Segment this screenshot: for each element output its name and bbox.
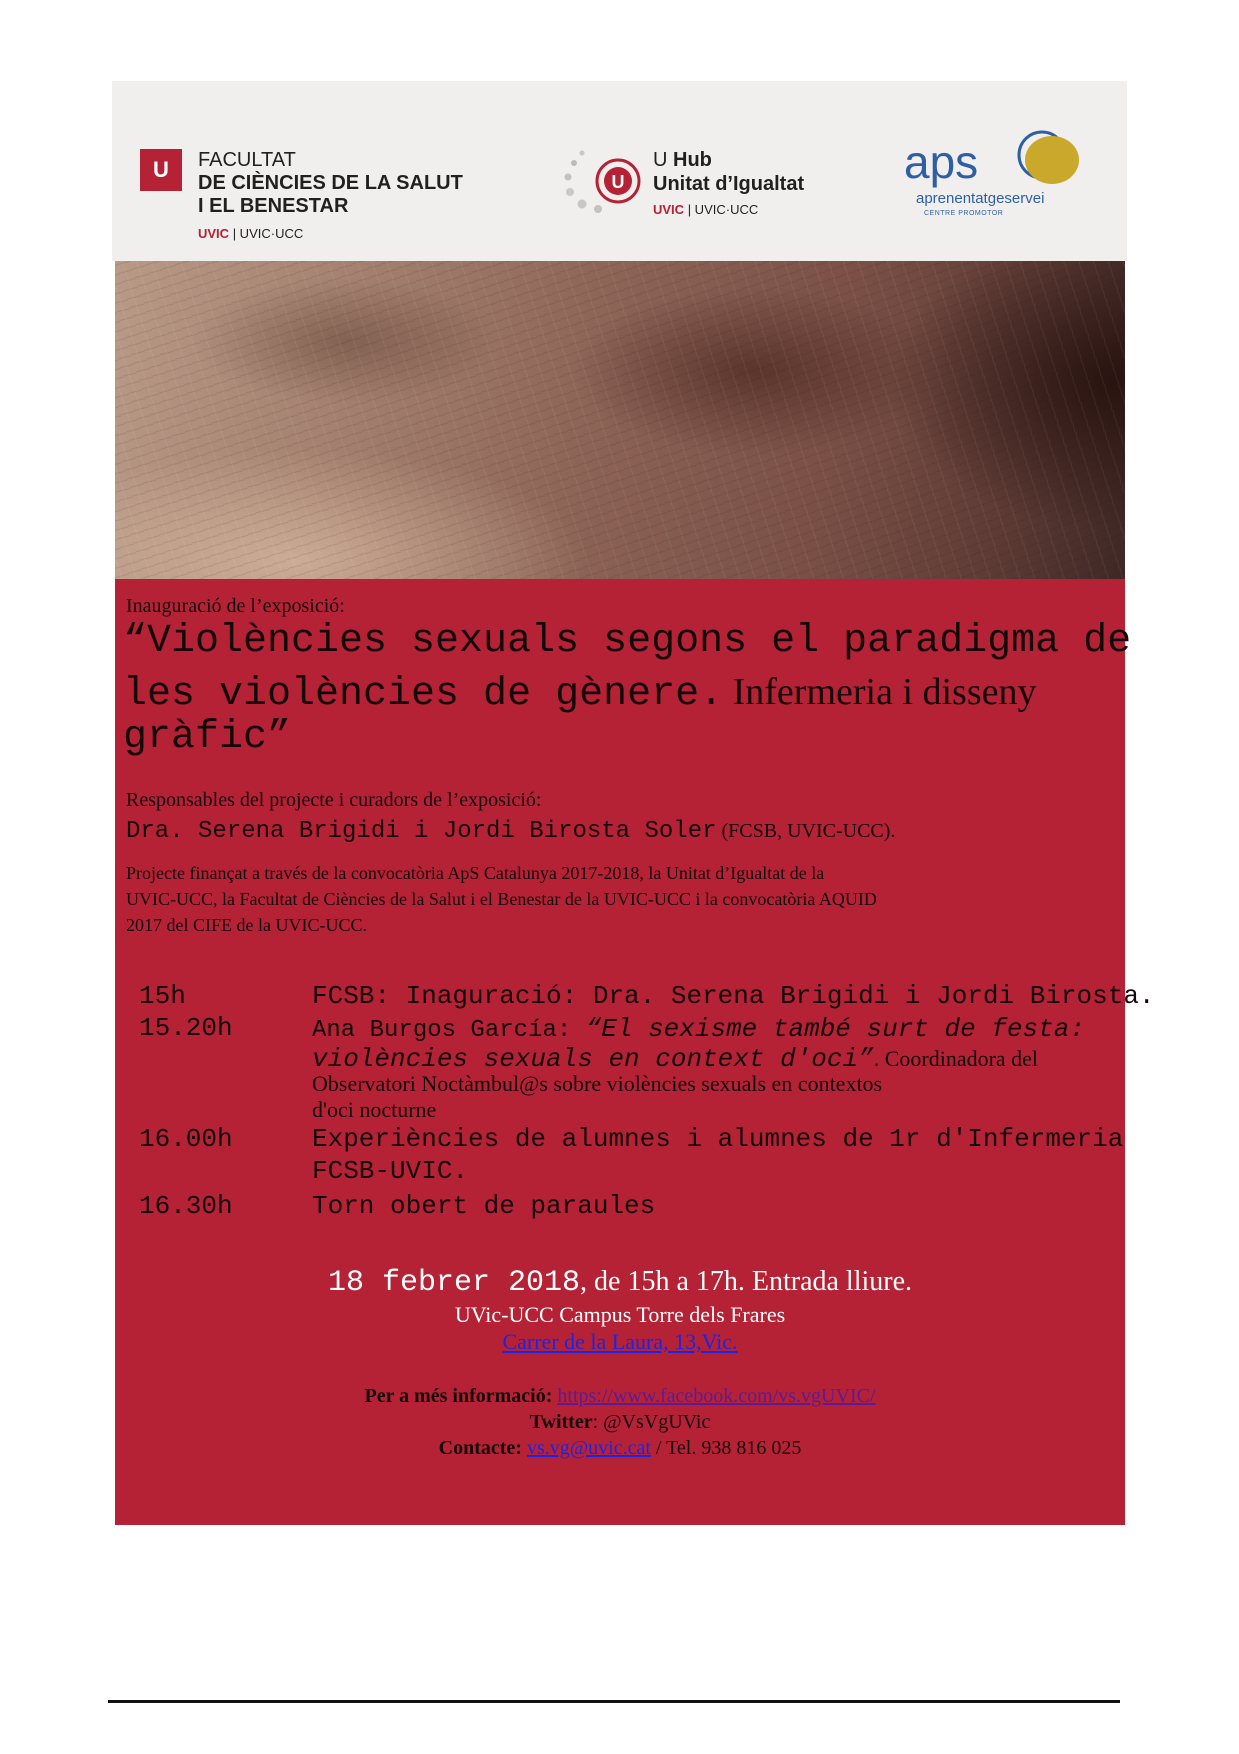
logo-header (112, 81, 1127, 261)
program-2-speaker: Ana Burgos García: (312, 1017, 586, 1044)
event-date: 18 febrer 2018 (327, 1266, 581, 1300)
facultat-name (198, 149, 463, 241)
facultat-line3: I EL BENESTAR (198, 195, 349, 217)
contact-line (115, 1437, 1125, 1460)
funding-line1: Projecte finançat a través de la convocatòria ApS Catalunya 2017-2018, la Unitat d’Igualtat de la (126, 863, 825, 883)
facultat-line2: DE CIÈNCIES DE LA SALUT (198, 172, 463, 194)
program-text-2-line3: Observatori Noctàmbul@s sobre violències sexuals en contextos (312, 1071, 883, 1096)
uvic-rest-text: | UVIC·UCC (232, 226, 304, 241)
contact-label: Contacte: (438, 1437, 522, 1459)
uhub-line1 (653, 148, 804, 172)
program-text-4: Torn obert de paraules (312, 1191, 656, 1221)
title-line2-a: les violències de gènere. (123, 672, 724, 717)
program-time-1: 15h (139, 981, 186, 1011)
uvic-u-icon: U (140, 149, 182, 191)
program-text-3-line1: Experiències de alumnes i alumnes de 1r d'Infermeria (312, 1124, 1124, 1154)
aps-logo (902, 130, 1102, 217)
uhub-line2: Unitat d’Igualtat (653, 173, 805, 195)
uvic-rest-text: | UVIC·UCC (687, 202, 759, 217)
aps-circles-icon (902, 130, 1102, 190)
svg-text:aps: aps (904, 136, 979, 188)
funding-line3: 2017 del CIFE de la UVIC-UCC. (126, 915, 367, 935)
program-2-talk-title-cont: violències sexuals en context d'oci” (312, 1044, 874, 1074)
uvic-red-text: UVIC (198, 226, 230, 241)
twitter-handle: : @VsVgUVic (592, 1411, 711, 1433)
program-text-1: FCSB: Inaguració: Dra. Serena Brigidi i Jordi Birosta. (312, 981, 1155, 1011)
program-time-3: 16.00h (139, 1124, 233, 1154)
contact-phone: / Tel. 938 816 025 (650, 1437, 802, 1459)
responsables-label: Responsables del projecte i curadors de l’exposició: (126, 789, 542, 811)
event-time: , de 15h a 17h. Entrada lliure. (580, 1266, 913, 1297)
program-time-2: 15.20h (139, 1013, 233, 1043)
program-text-2-line4: d'oci nocturne (312, 1097, 437, 1122)
program-time-4: 16.30h (139, 1191, 233, 1221)
program-text-2-line1 (312, 1013, 1085, 1044)
event-date-line (115, 1264, 1125, 1300)
uhub-uvic (653, 202, 804, 217)
email-link[interactable]: vs.vg@uvic.cat (526, 1437, 651, 1459)
title-line1: “Violències sexuals segons el paradigma de (123, 619, 1132, 664)
title-line2 (123, 667, 1037, 717)
program-text-3-line2: FCSB-UVIC. (312, 1156, 469, 1186)
responsables-names-line (126, 817, 895, 845)
facultat-logo (140, 149, 182, 191)
aps-subtitle: aprenentatgeservei (916, 190, 1045, 207)
uhub-logo (562, 149, 642, 234)
twitter-line (115, 1411, 1125, 1434)
uhub-name (653, 148, 804, 217)
program-2-talk-title: “El sexisme també surt de festa: (585, 1014, 1085, 1044)
uhub-hub-text: Hub (673, 149, 712, 171)
program-text-2-line2 (312, 1043, 1038, 1074)
event-address-link[interactable]: Carrer de la Laura, 13,Vic. (502, 1329, 738, 1354)
funding-line2: UVIC-UCC, la Facultat de Ciències de la Salut i el Benestar de la UVIC-UCC i la convocatòria AQUID (126, 889, 877, 909)
skin-bruise-photo (115, 261, 1125, 579)
title-line3: gràfic” (123, 715, 292, 760)
title-line2-b: Infermeria i disseny (723, 671, 1037, 713)
skin-texture (115, 261, 1125, 579)
svg-text:U: U (611, 172, 625, 192)
twitter-label: Twitter (529, 1411, 593, 1433)
program-2-role: . Coordinadora del (873, 1046, 1039, 1071)
event-campus: UVic-UCC Campus Torre dels Frares (454, 1302, 786, 1327)
uhub-dots-icon (562, 149, 642, 229)
responsables-affil: (FCSB, UVIC-UCC). (716, 820, 896, 842)
page-footer-rule (108, 1700, 1120, 1703)
facultat-uvic (198, 226, 463, 241)
intro-text: Inauguració de l’exposició: (126, 595, 345, 617)
event-address-wrap (115, 1329, 1125, 1355)
uvic-red-text: UVIC (653, 202, 685, 217)
info-label: Per a més informació: (364, 1385, 553, 1407)
uhub-u-text: U (653, 149, 673, 171)
event-panel (115, 579, 1155, 1525)
responsables-names: Dra. Serena Brigidi i Jordi Birosta Soler (126, 818, 717, 845)
facultat-line1: FACULTAT (198, 149, 296, 171)
aps-centre: CENTRE PROMOTOR (924, 210, 1004, 217)
info-line (115, 1385, 1125, 1408)
facebook-link[interactable]: https://www.facebook.com/vs.vgUVIC/ (557, 1385, 876, 1407)
